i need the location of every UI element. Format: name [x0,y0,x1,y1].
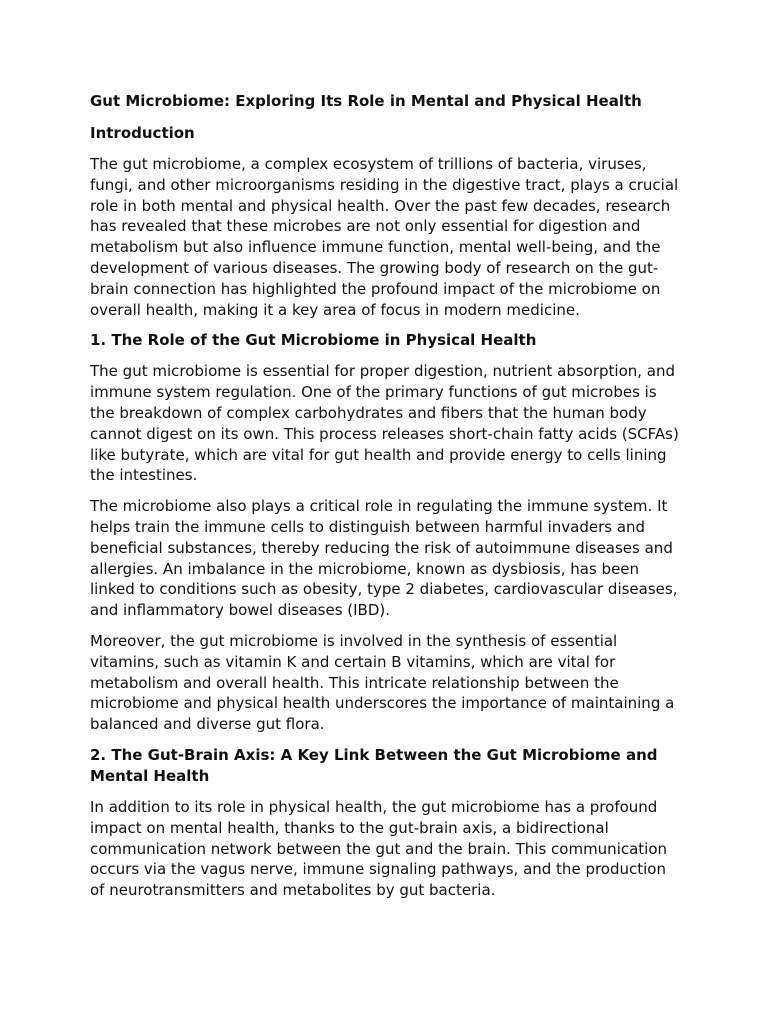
document-title: Gut Microbiome: Exploring Its Role in Mental and Physical Health [90,92,642,110]
section-gut-brain-axis [90,745,680,901]
section-physical-health [90,330,680,735]
section-heading: 1. The Role of the Gut Microbiome in Physical Health [90,331,537,350]
paragraph: The microbiome also plays a critical role in regulating the immune system. It helps train the immune cells to distinguish between harmful invaders and beneficial substances, thereby reducing the risk of autoimmune diseases and allergies. An imbalance in the microbiome, known as dysbiosis, has been linked to conditions such as obesity, type 2 diabetes, cardiovascular diseases, and inflammatory bowel diseases (IBD). [90,497,678,620]
section-introduction [90,123,680,320]
paragraph: The gut microbiome, a complex ecosystem of trillions of bacteria, viruses, fungi, and other microorganisms residing in the digestive tract, plays a crucial role in both mental and physical health. Over the past few decades, research has revealed that these microbes are not only essential for digestion and metabolism but also influence immune function, mental well-being, and the development of various diseases. The growing body of research on the gut-brain connection has highlighted the profound impact of the microbiome on overall health, making it a key area of focus in modern medicine. [90,155,679,319]
paragraph: Moreover, the gut microbiome is involved in the synthesis of essential vitamins, such as vitamin K and certain B vitamins, which are vital for metabolism and overall health. This intricate relationship between the microbiome and physical health underscores the importance of maintaining a balanced and diverse gut flora. [90,631,675,734]
section-heading: Introduction [90,124,195,142]
section-heading: 2. The Gut-Brain Axis: A Key Link Between the Gut Microbiome and Mental Health [90,745,658,785]
paragraph: The gut microbiome is essential for proper digestion, nutrient absorption, and immune system regulation. One of the primary functions of gut microbes is the breakdown of complex carbohydrates and fibers that the human body cannot digest on its own. This process releases short-chain fatty acids (SCFAs) like butyrate, which are vital for gut health and provide energy to cells lining the intestines. [90,362,679,485]
paragraph: In addition to its role in physical health, the gut microbiome has a profound impact on mental health, thanks to the gut-brain axis, a bidirectional communication network between the gut and the brain. This communication occurs via the vagus nerve, immune signaling pathways, and the production of neurotransmitters and metabolites by gut bacteria. [90,797,668,900]
